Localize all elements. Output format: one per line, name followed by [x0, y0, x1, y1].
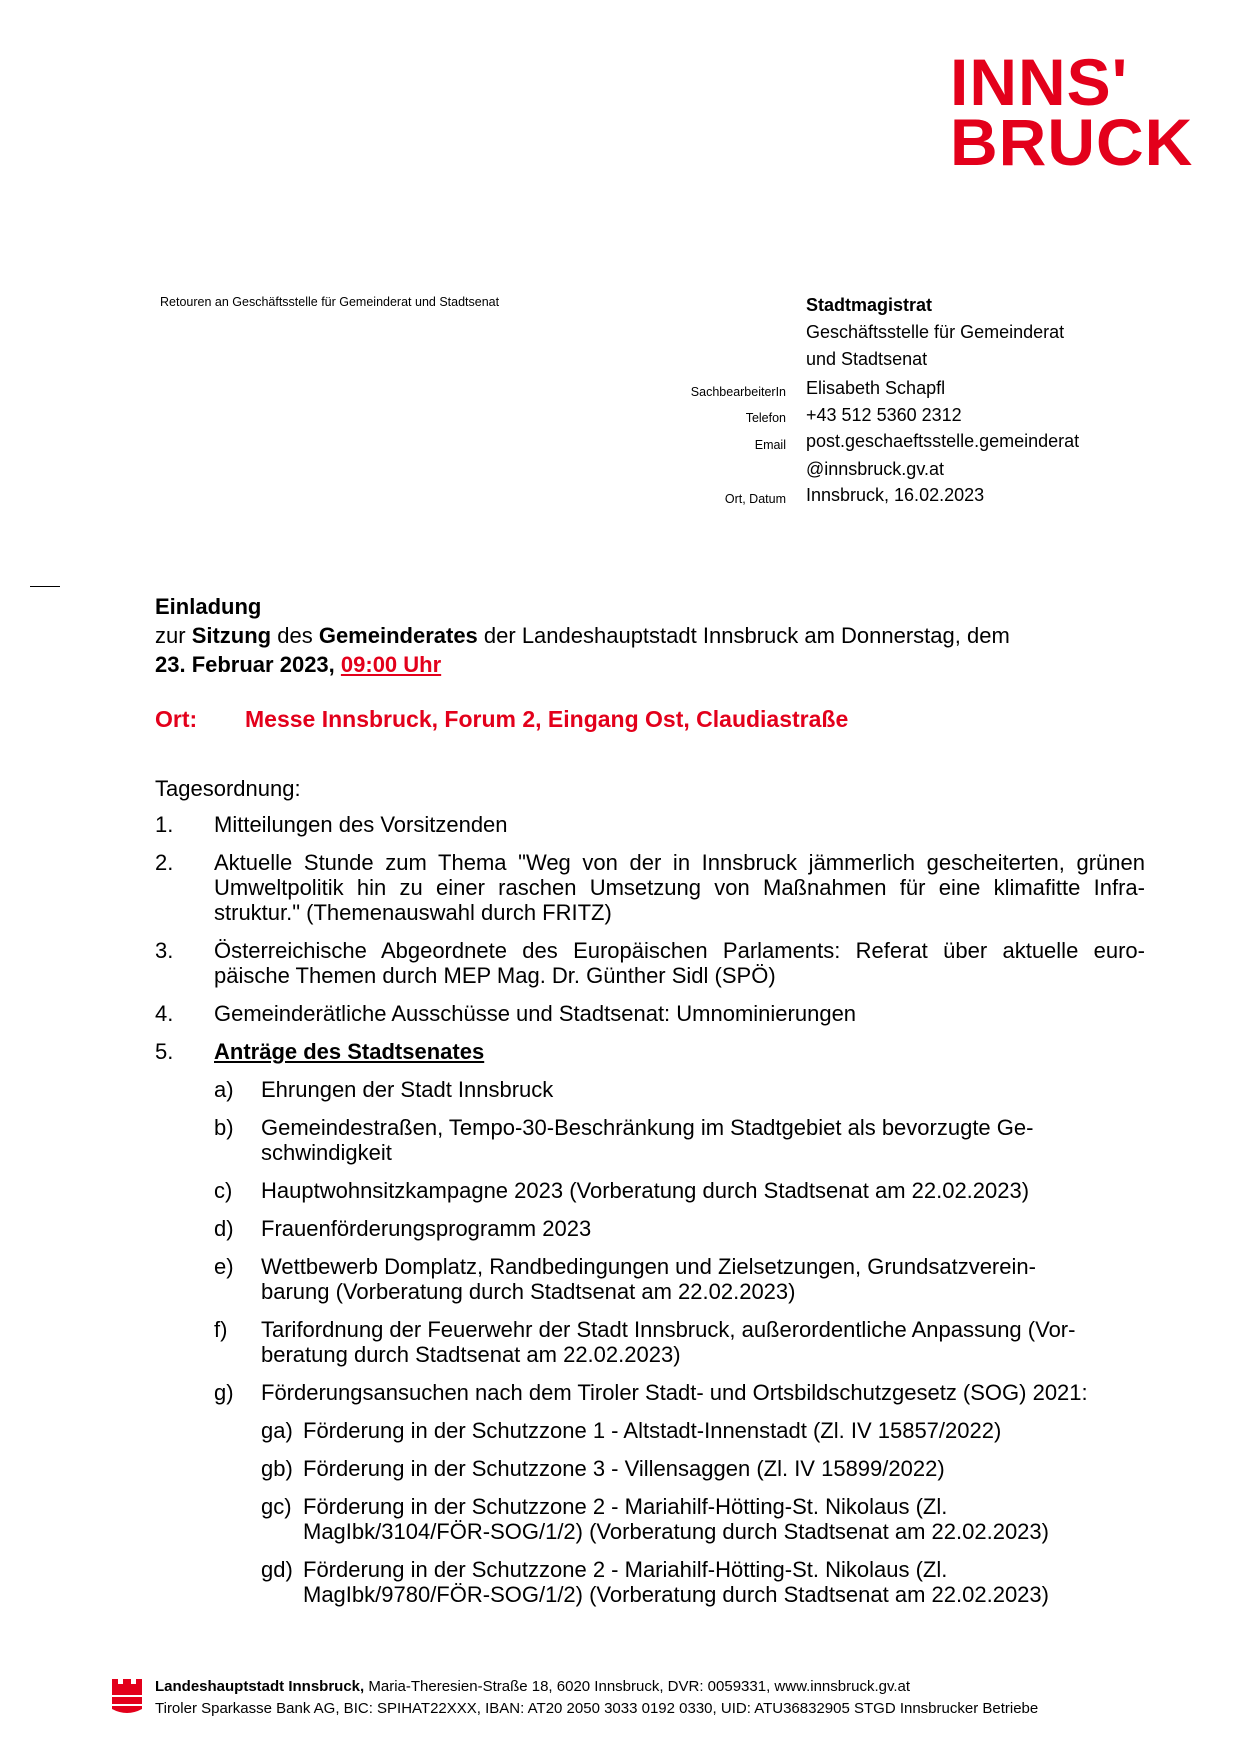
agenda-item-text: Gemeinderätliche Ausschüsse und Stadtsenat: Umnominierungen	[214, 1001, 857, 1026]
agenda-sub-item-number: g)	[214, 1380, 234, 1405]
agenda-sub-item	[155, 1115, 1101, 1165]
agenda-list	[155, 812, 1145, 1620]
agenda-sub-item	[155, 1254, 1101, 1304]
logo-line-2: BRUCK	[950, 105, 1194, 179]
office-line-2: Geschäftsstelle für Gemeinderat	[806, 322, 1065, 342]
office-line-3: und Stadtsenat	[806, 349, 928, 369]
agenda-sub-item	[155, 1077, 1101, 1102]
agenda-sub-item-number: f)	[214, 1317, 228, 1342]
clerk-label: SachbearbeiterIn	[690, 385, 786, 399]
footer-address: Maria-Theresien-Straße 18, 6020 Innsbruck, DVR: 0059331, www.innsbruck.gv.at	[364, 1678, 911, 1695]
agenda-sub-item	[155, 1380, 1241, 1405]
clerk-value: Elisabeth Schapfl	[806, 378, 946, 398]
return-address: Retouren an Geschäftsstelle für Gemeinderat und Stadtsenat	[160, 295, 500, 309]
agenda-sub-sub-item-text: Förderung in der Schutzzone 2 - Mariahilf-Hötting-St. Nikolaus (Zl. MagIbk/3104/FÖR-SOG/1/2) (Vorberatung durch Stadtsenat am 22.02.2023)	[303, 1494, 1049, 1544]
place-date-value: Innsbruck, 16.02.2023	[806, 485, 985, 505]
agenda-item-text: Aktuelle Stunde zum Thema "Weg von der in Innsbruck jämmerlich gescheiterten, grünen Umweltpolitik hin zu einer raschen Umsetzung von Maßnahmen für eine klimafitte Infra-struktur." (Themenauswahl durch FRITZ)	[214, 850, 1145, 925]
agenda-sub-item-number: d)	[214, 1216, 234, 1241]
invitation-text-e: der Landeshauptstadt Innsbruck am Donnerstag, dem	[477, 623, 1010, 648]
footer-org: Landeshauptstadt Innsbruck,	[155, 1678, 365, 1695]
phone-value: +43 512 5360 2312	[806, 405, 962, 425]
agenda-sub-item-number: e)	[214, 1254, 234, 1279]
agenda-sub-item-text: Ehrungen der Stadt Innsbruck	[261, 1077, 554, 1102]
email-value-1: post.geschaeftsstelle.gemeinderat	[806, 431, 1080, 451]
logo-line-1: INNS'	[950, 45, 1129, 119]
agenda-sub-item	[155, 1317, 1101, 1367]
email-value-2: @innsbruck.gv.at	[806, 459, 944, 479]
agenda-sub-item-text: Förderungsansuchen nach dem Tiroler Stadt- und Ortsbildschutzgesetz (SOG) 2021:	[261, 1380, 1088, 1405]
invitation-text-a: zur	[155, 623, 192, 648]
office-title: Stadtmagistrat	[806, 295, 933, 315]
agenda-sub-sub-item	[155, 1494, 1123, 1544]
agenda-sub-item-text: Tarifordnung der Feuerwehr der Stadt Innsbruck, außerordentliche Anpassung (Vor-beratung durch Stadtsenat am 22.02.2023)	[261, 1317, 1076, 1367]
agenda-sub-sub-item-number: gd)	[261, 1557, 293, 1582]
agenda-sub-item-number: c)	[214, 1178, 233, 1203]
phone-label: Telefon	[745, 411, 786, 425]
agenda-sub-sub-item	[155, 1557, 1123, 1607]
agenda-item-text: Anträge des Stadtsenates	[214, 1039, 485, 1064]
agenda-item	[155, 1039, 1145, 1064]
location-label: Ort:	[155, 706, 198, 732]
agenda-sub-item	[155, 1216, 1101, 1241]
agenda-item-number: 1.	[155, 812, 174, 837]
place-date-label: Ort, Datum	[724, 492, 786, 506]
invitation-text-d: Gemeinderates	[318, 623, 478, 648]
agenda-sub-item-text: Wettbewerb Domplatz, Randbedingungen und Zielsetzungen, Grundsatzverein-barung (Vorberatung durch Stadtsenat am 22.02.2023)	[261, 1254, 1036, 1304]
agenda-item-number: 5.	[155, 1039, 174, 1064]
agenda-heading: Tagesordnung:	[155, 776, 301, 801]
agenda-sub-sub-item-text: Förderung in der Schutzzone 1 - Altstadt-Innenstadt (Zl. IV 15857/2022)	[303, 1418, 1002, 1443]
agenda-sub-item-text: Frauenförderungsprogramm 2023	[261, 1216, 592, 1241]
agenda-item-text: Österreichische Abgeordnete des Europäischen Parlaments: Referat über aktuelle euro-päische Themen durch MEP Mag. Dr. Günther Sidl (SPÖ)	[214, 938, 1145, 988]
invitation-text-c: des	[271, 623, 319, 648]
agenda-sub-item-text: Gemeindestraßen, Tempo-30-Beschränkung im Stadtgebiet als bevorzugte Ge-schwindigkeit	[261, 1115, 1034, 1165]
agenda-sub-item-text: Hauptwohnsitzkampagne 2023 (Vorberatung durch Stadtsenat am 22.02.2023)	[261, 1178, 1030, 1203]
email-label: Email	[754, 438, 786, 452]
agenda-sub-sub-item-number: ga)	[261, 1418, 293, 1443]
location-value: Messe Innsbruck, Forum 2, Eingang Ost, Claudiastraße	[245, 706, 849, 732]
invitation-block	[155, 592, 1115, 679]
agenda-item	[155, 850, 1145, 925]
footer-bank: Tiroler Sparkasse Bank AG, BIC: SPIHAT22XXX, IBAN: AT20 2050 3033 0192 0330, UID: ATU36832905 STGD Innsbrucker Betriebe	[155, 1700, 1039, 1717]
agenda-sub-item-number: b)	[214, 1115, 234, 1140]
agenda-sub-sub-item-text: Förderung in der Schutzzone 2 - Mariahilf-Hötting-St. Nikolaus (Zl. MagIbk/9780/FÖR-SOG/1/2) (Vorberatung durch Stadtsenat am 22.02.2023)	[303, 1557, 1049, 1607]
agenda-item	[155, 1001, 1145, 1026]
agenda-item	[155, 938, 1145, 988]
agenda-item	[155, 812, 1145, 837]
city-logo	[950, 45, 1200, 179]
agenda-sub-sub-item-number: gc)	[261, 1494, 292, 1519]
invitation-title: Einladung	[155, 594, 262, 619]
agenda-sub-sub-item	[155, 1456, 1241, 1481]
location-line	[155, 706, 848, 733]
agenda-item-number: 2.	[155, 850, 174, 875]
fold-mark	[30, 586, 60, 587]
agenda-item-number: 4.	[155, 1001, 174, 1026]
agenda-item-text: Mitteilungen des Vorsitzenden	[214, 812, 508, 837]
coat-of-arms-icon	[110, 1675, 144, 1715]
agenda-sub-item-number: a)	[214, 1077, 234, 1102]
meeting-date: 23. Februar 2023,	[155, 652, 341, 677]
agenda-sub-sub-item-text: Förderung in der Schutzzone 3 - Villensaggen (Zl. IV 15899/2022)	[303, 1456, 945, 1481]
meeting-time: 09:00 Uhr	[340, 652, 442, 677]
agenda-sub-sub-item	[155, 1418, 1241, 1443]
footer	[155, 1676, 1038, 1720]
agenda-sub-sub-item-number: gb)	[261, 1456, 293, 1481]
agenda-item-number: 3.	[155, 938, 174, 963]
agenda-sub-item	[155, 1178, 1101, 1203]
invitation-text-b: Sitzung	[191, 623, 272, 648]
